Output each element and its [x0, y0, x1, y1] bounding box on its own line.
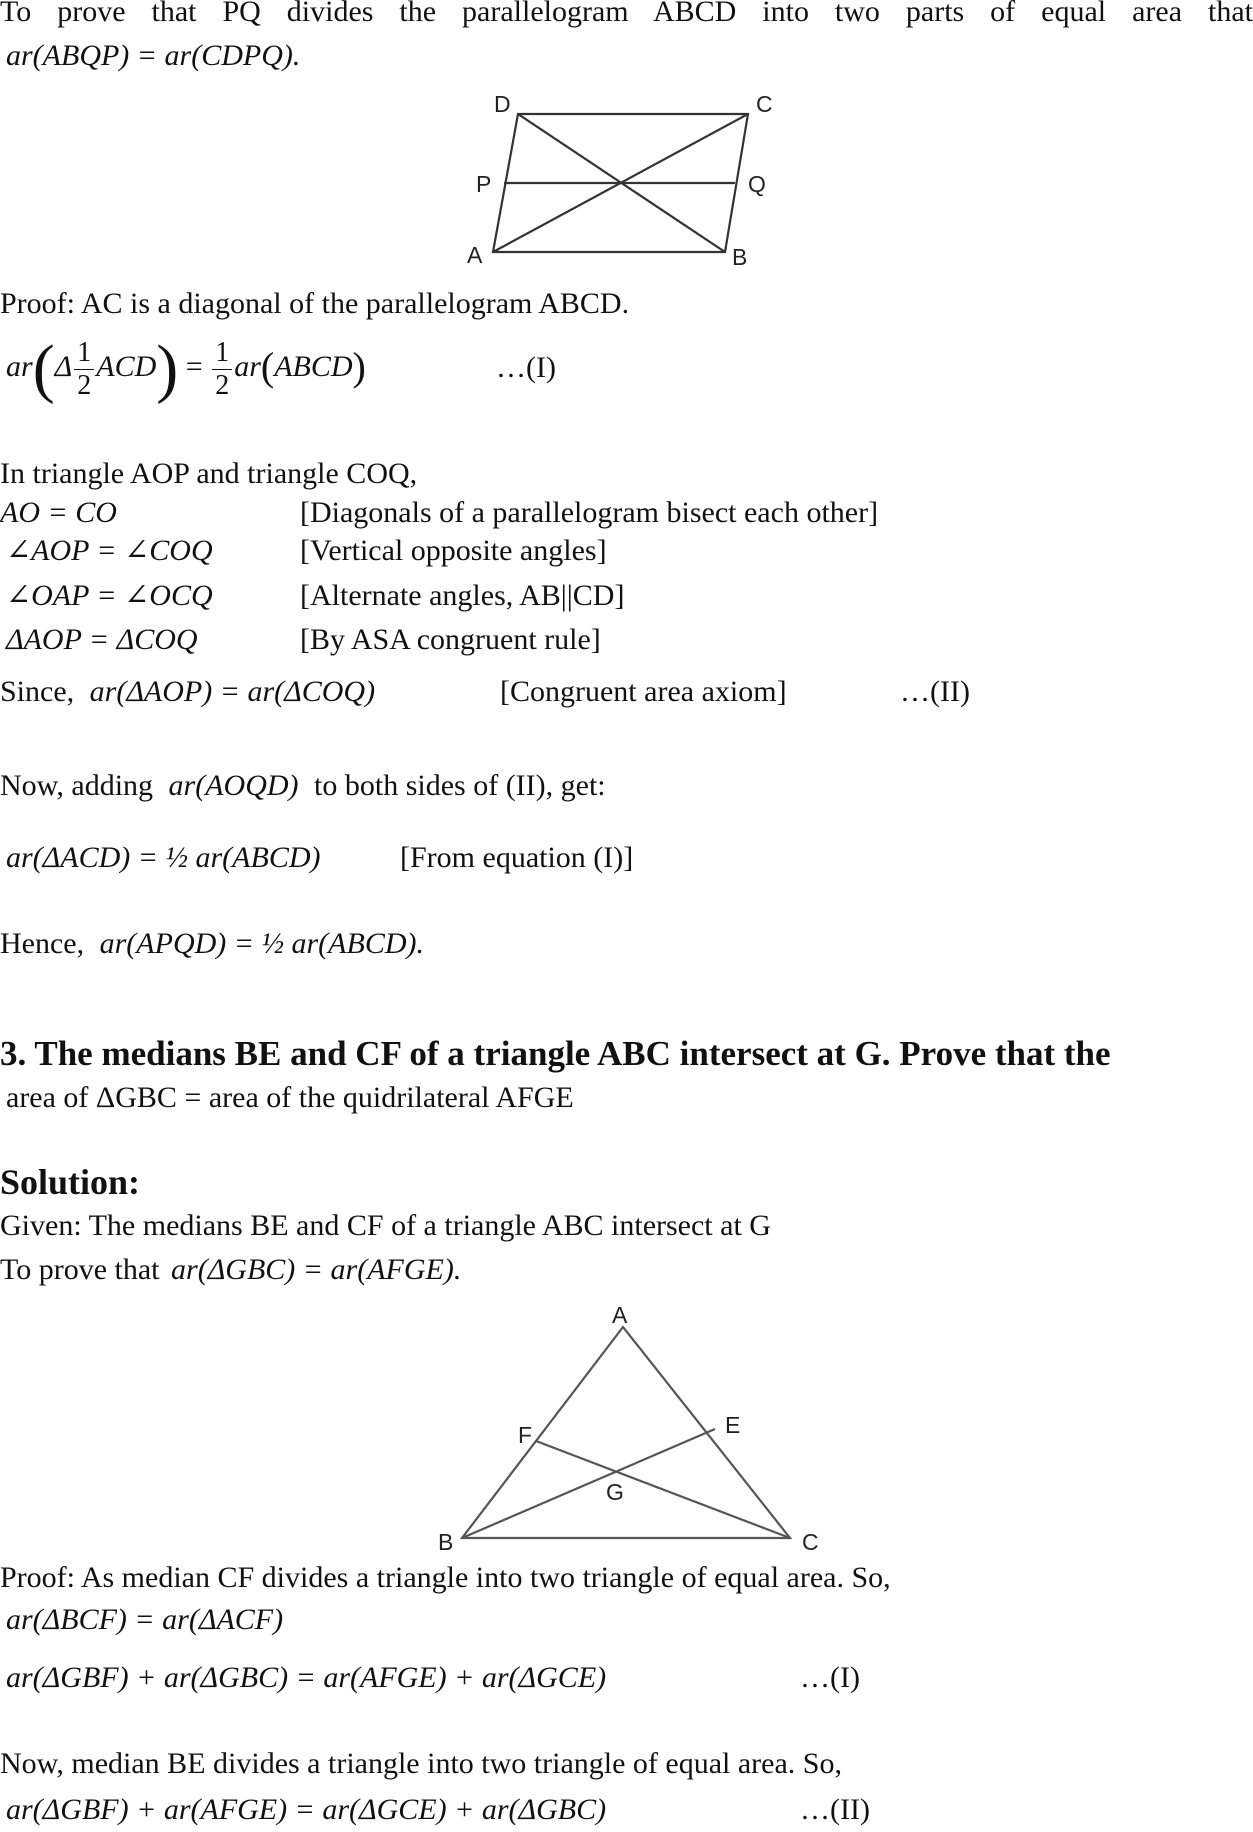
- triangle-abc: [462, 1327, 790, 1538]
- to-prove-equation: ar(ΔGBC) = ar(AFGE).: [171, 1253, 462, 1286]
- hence-prefix: Hence,: [0, 927, 85, 960]
- label-D: D: [494, 91, 511, 117]
- proof2-equation-2: ar(ΔGBF) + ar(ΔGBC) = ar(AFGE) + ar(ΔGCE): [6, 1661, 607, 1694]
- question-3-title: 3. The medians BE and CF of a triangle ABC intersect at G. Prove that the: [0, 1034, 1111, 1073]
- proof1-line-1: Proof: AC is a diagonal of the parallelogram ABCD.: [0, 287, 630, 320]
- to-prove-prefix: To prove that: [0, 1253, 160, 1286]
- proof2-line-2: Now, median BE divides a triangle into two triangle of equal area. So,: [0, 1747, 842, 1780]
- proof2-equation-3-tag: …(II): [800, 1793, 870, 1826]
- median-be: [462, 1429, 715, 1538]
- proof1-reason-1: [Diagonals of a parallelogram bisect each other]: [300, 496, 879, 529]
- label-G: G: [606, 1479, 624, 1505]
- proof2-equation-2-tag: …(I): [800, 1661, 860, 1694]
- proof1-adding: [0, 768, 606, 804]
- since-reason: [Congruent area axiom]: [500, 675, 787, 708]
- solution-given: Given: The medians BE and CF of a triangle ABC intersect at G: [0, 1209, 771, 1242]
- intro-equation: ar(ABQP) = ar(CDPQ).: [6, 39, 301, 72]
- adding-term: ar(AOQD): [168, 769, 299, 802]
- solution-to-prove: [0, 1252, 461, 1288]
- proof1-reason-4: [By ASA congruent rule]: [300, 623, 601, 656]
- proof1-stmt-1: AO = CO: [0, 496, 117, 529]
- label-A: A: [467, 242, 483, 268]
- proof1-stmt-3: ∠OAP = ∠OCQ: [6, 579, 213, 612]
- proof2-line-1: Proof: As median CF divides a triangle into two triangle of equal area. So,: [0, 1561, 891, 1594]
- label-F: F: [518, 1422, 533, 1448]
- since-tag: …(II): [900, 675, 970, 708]
- proof1-hence: [0, 926, 424, 962]
- question-3-subtitle: area of ΔGBC = area of the quidrilateral AFGE: [6, 1081, 574, 1114]
- label-B: B: [732, 244, 748, 270]
- proof1-line-2: In triangle AOP and triangle COQ,: [0, 457, 418, 490]
- label-P: P: [476, 171, 492, 197]
- proof1-equation-2-reason: [From equation (I)]: [400, 841, 634, 874]
- proof1-reason-3: [Alternate angles, AB||CD]: [300, 579, 625, 612]
- proof1-reason-2: [Vertical opposite angles]: [300, 534, 607, 567]
- solution-heading: Solution:: [0, 1162, 141, 1202]
- since-prefix: Since,: [0, 675, 75, 708]
- proof2-equation-1: ar(ΔBCF) = ar(ΔACF): [6, 1603, 284, 1636]
- label-B: B: [438, 1529, 454, 1555]
- proof2-equation-3: ar(ΔGBF) + ar(AFGE) = ar(ΔGCE) + ar(ΔGBC): [6, 1793, 607, 1826]
- proof1-stmt-4: ΔAOP = ΔCOQ: [6, 623, 198, 656]
- label-C: C: [802, 1529, 819, 1555]
- proof1-stmt-2: ∠AOP = ∠COQ: [6, 534, 213, 567]
- hence-equation: ar(APQD) = ½ ar(ABCD).: [99, 927, 424, 960]
- proof1-since: [0, 674, 375, 710]
- label-E: E: [725, 1412, 741, 1438]
- label-A: A: [612, 1302, 628, 1328]
- label-Q: Q: [748, 171, 766, 197]
- since-equation: ar(ΔAOP) = ar(ΔCOQ): [89, 675, 376, 708]
- adding-suffix: to both sides of (II), get:: [314, 769, 606, 802]
- proof1-equation-2: ar(ΔACD) = ½ ar(ABCD): [6, 841, 321, 874]
- label-C: C: [756, 91, 773, 117]
- parallelogram-figure: [460, 92, 790, 272]
- proof1-equation-1-tag: …(I): [496, 351, 556, 384]
- adding-prefix: Now, adding: [0, 769, 154, 802]
- triangle-figure: [430, 1302, 830, 1555]
- proof1-equation-1: ar(Δ $\frac{1}{2}$ ACD) = $\frac{1}{2}$ ar(ABCD): [6, 332, 366, 405]
- intro-line-1: To prove that PQ divides the parallelogram ABCD into two parts of equal area that: [0, 0, 1253, 28]
